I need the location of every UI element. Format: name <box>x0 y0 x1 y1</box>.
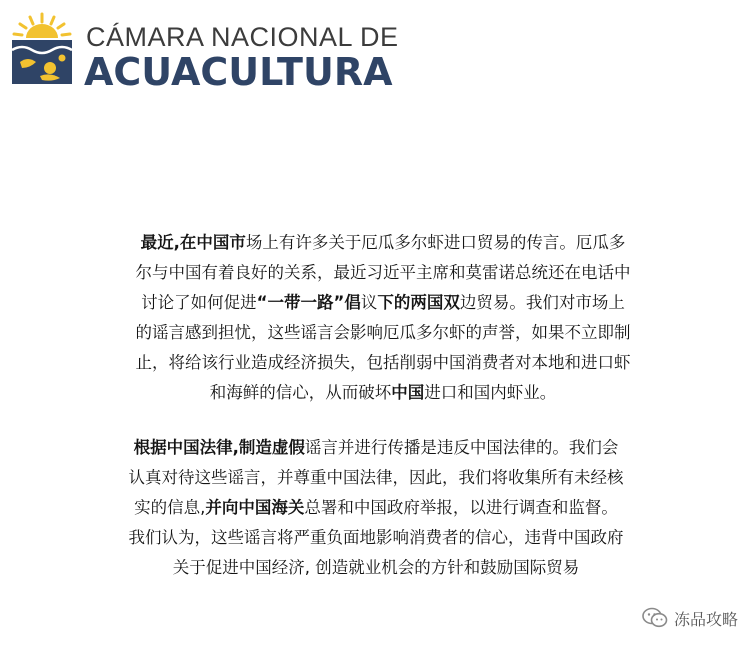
bold-text: 最近, <box>140 233 180 252</box>
bold-text: 根据中国法律, <box>133 438 239 457</box>
text-line: 止，将给该行业造成经济损失，包括削弱中国消费者对本地和进口虾 <box>135 353 631 372</box>
text-line: 认真对待这些谣言，并尊重中国法律，因此，我们将收集所有未经核 <box>128 468 624 487</box>
text: 进口和国内虾业。 <box>424 383 557 402</box>
text-line: 关于促进中国经济, 创造就业机会的方针和鼓励国际贸易 <box>172 558 580 577</box>
text-line <box>0 433 752 463</box>
paragraph-1 <box>0 228 752 408</box>
text: 讨论了如何促进 <box>141 293 257 312</box>
wechat-icon <box>642 607 668 629</box>
bold-text: 在中国市 <box>179 233 246 252</box>
bold-text: 下的两国双 <box>377 293 460 312</box>
text: 和海鲜的信心，从而破坏 <box>209 383 392 402</box>
org-name-line1: CÁMARA NACIONAL DE <box>86 22 399 52</box>
text-line <box>0 378 752 408</box>
paragraph-2 <box>0 433 752 583</box>
text: 议 <box>360 293 378 312</box>
text: 总署和中国政府举报，以进行调查和监督。 <box>304 498 618 517</box>
text: 场上有许多关于厄瓜多尔虾进口贸易的传言。厄瓜多 <box>245 233 626 252</box>
text-line <box>0 228 752 258</box>
text-line: 我们认为，这些谣言将严重负面地影响消费者的信心，违背中国政府 <box>128 528 624 547</box>
text: 边贸易。我们对市场上 <box>459 293 625 312</box>
text: 实的信息, <box>134 498 206 517</box>
header <box>10 8 410 94</box>
text-line: 尔与中国有着良好的关系，最近习近平主席和莫雷诺总统还在电话中 <box>135 263 631 282</box>
org-name-line2: ACUACULTURA <box>84 50 393 94</box>
bold-text: “一带一路” <box>256 293 345 312</box>
bold-text: 制造虚假 <box>238 438 305 457</box>
bold-text: 中国 <box>391 383 425 402</box>
watermark <box>642 604 738 632</box>
bold-text: 倡 <box>344 293 361 312</box>
text-line <box>0 288 752 318</box>
text-line: 的谣言感到担忧，这些谣言会影响厄瓜多尔虾的声誉，如果不立即制 <box>135 323 631 342</box>
aquaculture-logo-icon <box>10 12 74 88</box>
bold-text: 并向中国海关 <box>205 498 305 517</box>
text-line <box>0 493 752 523</box>
watermark-text: 冻品攻略 <box>673 609 738 629</box>
text: 谣言并进行传播是违反中国法律的。我们会 <box>304 438 619 457</box>
paragraph-gap <box>0 408 752 433</box>
statement-body <box>0 228 752 583</box>
